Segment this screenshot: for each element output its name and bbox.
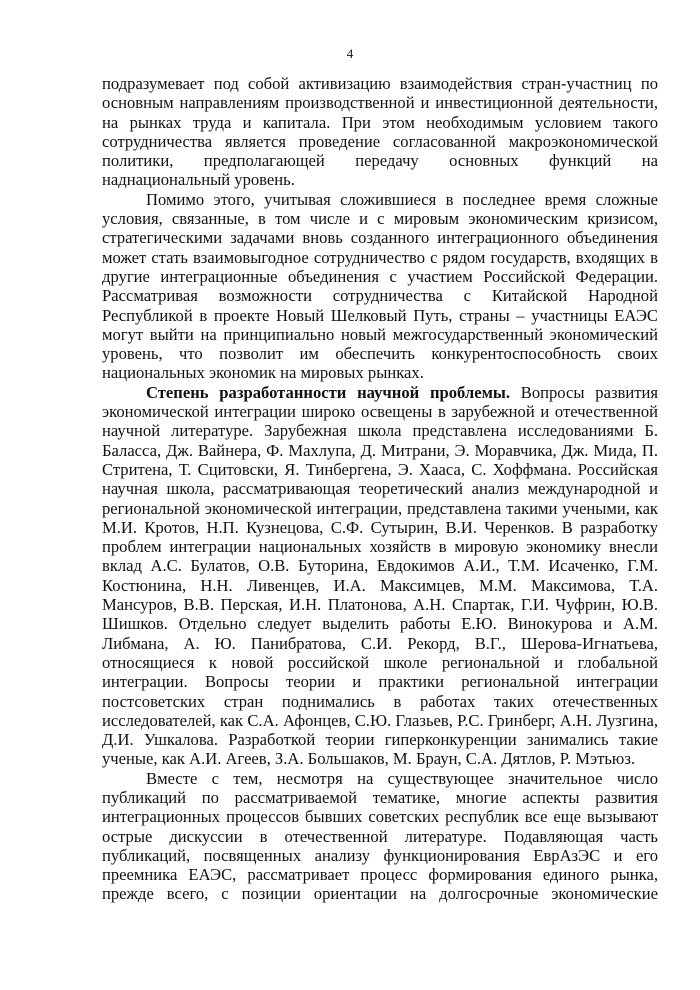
paragraph-text: подразумевает под собой активизацию взаимодействия стран-участниц по основным направлениям производственной и инвестиционной деятельности, на рынках труда и капитала. При этом необходимым условием такого сотрудничества является проведение согласованной макроэкономической политики, предполагающей передачу основных функций на наднациональный уровень. [102,74,658,190]
paragraph-research-degree [102,383,658,769]
paragraph-bold-lead: Степень разработанности научной проблемы. [146,382,510,402]
paragraph-discussion [102,769,658,904]
paragraph-context [102,190,658,383]
paragraph-text: Вместе с тем, несмотря на существующее значительное число публикаций по рассматриваемой тематике, многие аспекты развития интеграционных процессов бывших советских республик все еще вызывают острые дискуссии в отечественной литературе. Подавляющая часть публикаций, посвященных анализу функционирования ЕврАзЭС и его преемника ЕАЭС, рассматривает процесс формирования единого рынка, прежде всего, с позиции ориентации на долгосрочные экономические [102,768,658,904]
paragraph-continuation [102,74,658,190]
paragraph-text: Помимо этого, учитывая сложившиеся в последнее время сложные условия, связанные, в том числе и с мировым экономическим кризисом, стратегическими задачами вновь созданного интеграционного объединения может стать взаимовыгодное сотрудничество с рядом государств, входящих в другие интеграционные объединения с участием Российской Федерации. Рассматривая возможности сотрудничества с Китайской Народной Республикой в проекте Новый Шелковый Путь, страны – участницы ЕАЭС могут выйти на принципиально новый межгосударственный экономический уровень, что позволит им обеспечить конкурентоспособность своих национальных экономик на мировых рынках. [102,189,658,383]
page-number: 4 [346,46,354,61]
body-text [102,74,658,904]
paragraph-text: Вопросы развития экономической интеграции широко освещены в зарубежной и отечественной научной литературе. Зарубежная школа представлена исследованиями Б. Баласса, Дж. Вайнера, Ф. Махлупа, Д. Митрани, Э. Моравчика, Дж. Мида, П. Стритена, Т. Сцитовски, Я. Тинбергена, Э. Хааса, С. Хоффмана. Российская научная школа, рассматривающая теоретический анализ международной и региональной экономической интеграции, представлена такими учеными, как М.И. Кротов, Н.П. Кузнецова, С.Ф. Сутырин, В.И. Черенков. В разработку проблем интеграции национальных хозяйств в мировую экономику внесли вклад А.С. Булатов, О.В. Буторина, Евдокимов А.И., Т.М. Исаченко, Г.М. Костюнина, Н.Н. Ливенцев, И.А. Максимцев, М.М. Максимова, Т.А. Мансуров, В.В. Перская, И.Н. Платонова, А.Н. Спартак, Г.И. Чуфрин, Ю.В. Шишков. Отдельно следует выделить работы Е.Ю. Винокурова и А.М. Либмана, А. Ю. Панибратова, С.И. Рекорд, В.Г., Шерова-Игнатьева, относящиеся к новой российской школе региональной и глобальной интеграции. Вопросы теории и практики региональной интеграции постсоветских стран поднимались в работах таких отечественных исследователей, как С.А. Афонцев, С.Ю. Глазьев, Р.С. Гринберг, А.Н. Лузгина, Д.И. Ушкалова. Разработкой теории гиперконкуренции занимались такие ученые, как А.И. Агеев, З.А. Большаков, М. Браун, С.А. Дятлов, Р. Мэтьюз. [102,382,658,769]
